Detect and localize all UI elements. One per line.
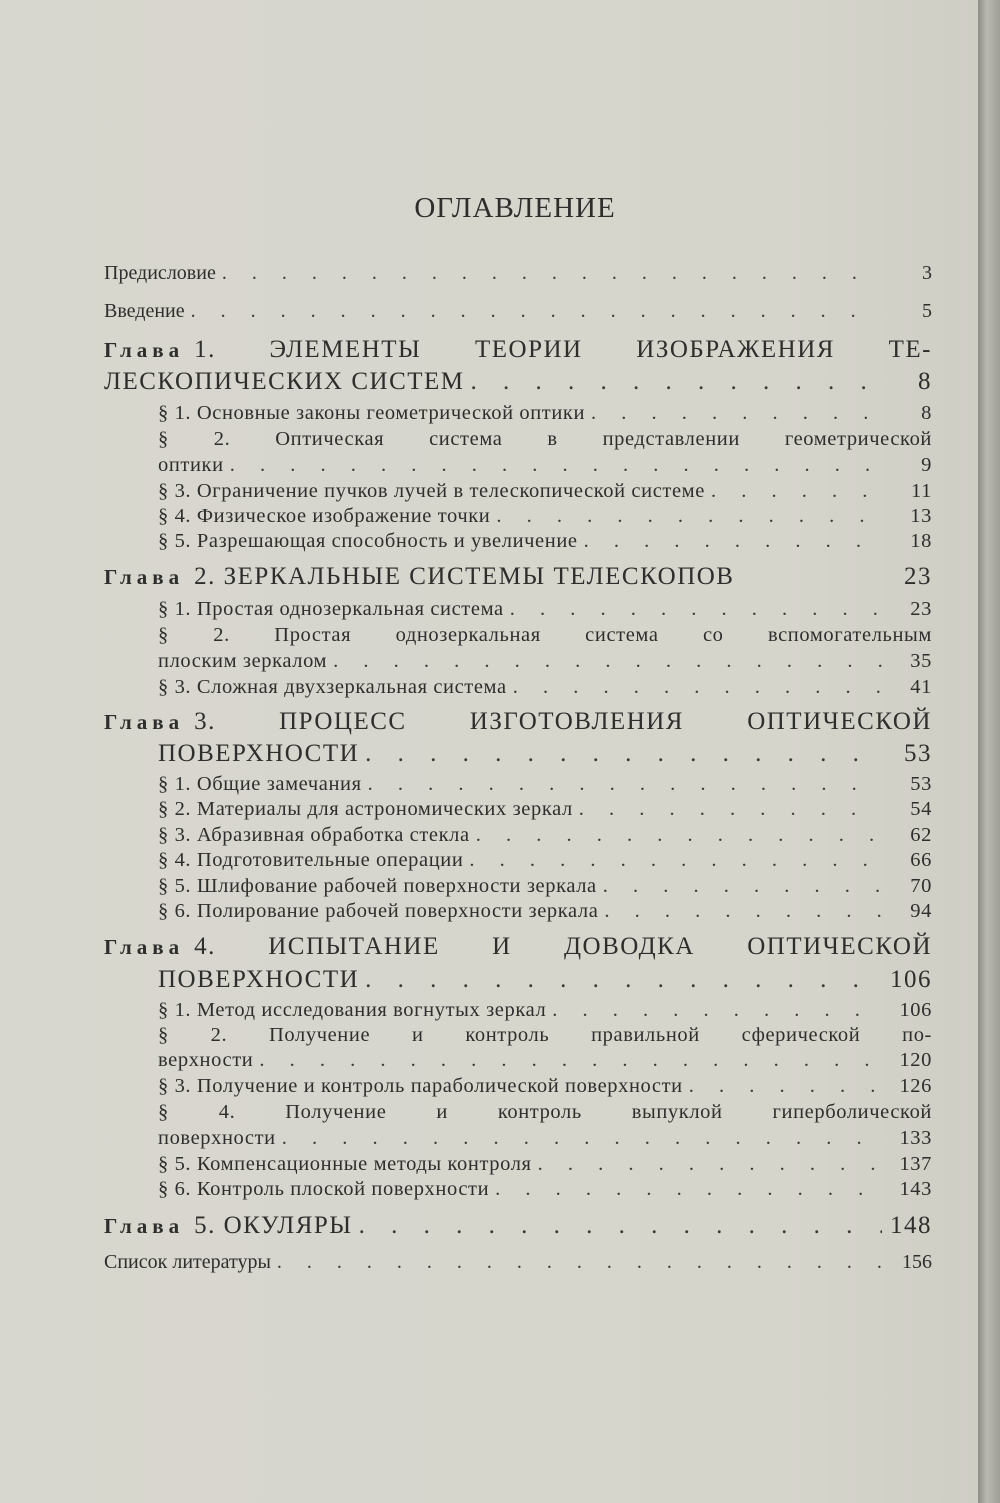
page-number: 35: [910, 650, 932, 672]
leader-dots: [222, 262, 882, 285]
leader-dots: [282, 1127, 882, 1150]
leader-dots: [689, 1075, 882, 1098]
leader-dots: [230, 454, 882, 477]
chapter-label: Глава: [104, 710, 185, 734]
toc-section: [158, 676, 932, 699]
chapter-heading: [104, 336, 932, 364]
leader-dots: [579, 798, 882, 821]
section-title: § 5. Разрешающая способность и увеличение: [158, 530, 578, 552]
chapter-title: 5. ОКУЛЯРЫ: [194, 1212, 353, 1239]
toc-section: [158, 1153, 932, 1176]
leader-dots: [365, 740, 882, 768]
section-title: § 2. Простая однозеркальная система со вспомогательным: [158, 624, 932, 646]
page-number: 137: [899, 1153, 932, 1175]
section-title: § 1. Метод исследования вогнутых зеркал: [158, 999, 547, 1021]
section-title: плоским зеркалом: [158, 650, 328, 672]
leader-dots: [277, 1251, 882, 1274]
leader-dots: [359, 1212, 882, 1240]
toc-section: [158, 1101, 932, 1124]
page-number: 18: [910, 530, 932, 552]
page-number: 148: [890, 1212, 932, 1239]
leader-dots: [495, 1178, 882, 1201]
leader-dots: [471, 368, 882, 396]
toc-section: [158, 428, 932, 451]
leader-dots: [368, 773, 882, 796]
toc-section: [158, 1178, 932, 1201]
section-title: § 3. Абразивная обработка стекла: [158, 824, 470, 846]
section-title: § 4. Подготовительные операции: [158, 849, 464, 871]
page-number: 143: [899, 1178, 932, 1200]
entry-title: Введение: [104, 300, 185, 322]
leader-dots: [604, 900, 882, 923]
section-title: § 1. Основные законы геометрической оптики: [158, 402, 586, 424]
section-title: § 2. Получение и контроль правильной сферической по-: [158, 1024, 932, 1046]
page-number: 9: [921, 454, 932, 476]
leader-dots: [191, 300, 882, 323]
toc-section-continuation: [158, 1049, 932, 1072]
chapter-label: Глава: [104, 1214, 185, 1238]
leader-dots: [476, 824, 882, 847]
toc-section: [158, 598, 932, 621]
toc-section: [158, 849, 932, 872]
toc-section-continuation: [158, 650, 932, 673]
leader-dots: [259, 1049, 882, 1072]
page-number: 156: [902, 1251, 932, 1273]
toc-section: [158, 1075, 932, 1098]
section-title: § 2. Материалы для астрономических зеркал: [158, 798, 573, 820]
chapter-heading: [104, 933, 932, 961]
chapter-label: Глава: [104, 338, 185, 362]
leader-dots: [538, 1153, 882, 1176]
chapter-title: 1. ЭЛЕМЕНТЫ ТЕОРИИ ИЗОБРАЖЕНИЯ ТЕ-: [194, 336, 932, 363]
chapter-heading-continuation: [158, 740, 932, 768]
page-title: ОГЛАВЛЕНИЕ: [414, 192, 616, 224]
page-number: 106: [899, 999, 932, 1021]
toc-section: [158, 480, 932, 503]
page-number: 23: [904, 563, 932, 590]
toc-section: [158, 402, 932, 425]
section-title: § 3. Сложная двухзеркальная система: [158, 676, 507, 698]
leader-dots: [603, 875, 882, 898]
toc-section-continuation: [158, 1127, 932, 1150]
toc-section: [158, 798, 932, 821]
toc-section: [158, 773, 932, 796]
section-title: § 3. Получение и контроль параболической поверхности: [158, 1075, 683, 1097]
leader-dots: [584, 530, 882, 553]
leader-dots: [591, 402, 882, 425]
section-title: § 4. Физическое изображение точки: [158, 505, 491, 527]
toc-section: [158, 1024, 932, 1047]
page-number: 94: [910, 900, 932, 922]
page-number: 133: [899, 1127, 932, 1149]
page-number: 23: [910, 598, 932, 620]
leader-dots: [510, 598, 882, 621]
page-number: 54: [910, 798, 932, 820]
page-number: 53: [904, 740, 932, 767]
leader-dots: [469, 849, 882, 872]
chapter-heading-continuation: [104, 368, 932, 396]
chapter-title: ПОВЕРХНОСТИ: [158, 740, 360, 767]
page-number: 126: [899, 1075, 932, 1097]
section-title: § 4. Получение и контроль выпуклой гиперболической: [158, 1101, 932, 1123]
toc-section-continuation: [158, 454, 932, 477]
page-number: 53: [910, 773, 932, 795]
page-number: 62: [910, 824, 932, 846]
section-title: § 5. Компенсационные методы контроля: [158, 1153, 532, 1175]
toc-section: [158, 505, 932, 528]
page-number: 41: [910, 676, 932, 698]
page-number: 66: [910, 849, 932, 871]
section-title: § 2. Оптическая система в представлении геометрической: [158, 428, 932, 450]
leader-dots: [333, 650, 882, 673]
section-title: оптики: [158, 454, 224, 476]
page-number: 70: [910, 875, 932, 897]
toc-entry-introduction: [104, 300, 932, 323]
chapter-title: 4. ИСПЫТАНИЕ И ДОВОДКА ОПТИЧЕСКОЙ: [194, 933, 932, 960]
chapter-title: 2. ЗЕРКАЛЬНЫЕ СИСТЕМЫ ТЕЛЕСКОПОВ: [194, 563, 735, 590]
entry-title: Предисловие: [104, 262, 216, 284]
toc-section: [158, 875, 932, 898]
chapter-title: ПОВЕРХНОСТИ: [158, 966, 360, 993]
page-number: 5: [922, 300, 932, 322]
page-number: 120: [899, 1049, 932, 1071]
chapter-heading: [104, 563, 932, 591]
section-title: § 3. Ограничение пучков лучей в телескопической системе: [158, 480, 705, 502]
chapter-heading: [104, 708, 932, 736]
section-title: § 5. Шлифование рабочей поверхности зеркала: [158, 875, 597, 897]
section-title: § 1. Общие замечания: [158, 773, 362, 795]
leader-dots: [513, 676, 882, 699]
section-title: § 6. Полирование рабочей поверхности зеркала: [158, 900, 599, 922]
section-title: верхности: [158, 1049, 254, 1071]
section-title: поверхности: [158, 1127, 276, 1149]
toc-section: [158, 824, 932, 847]
chapter-label: Глава: [104, 565, 185, 589]
entry-title: Список литературы: [104, 1251, 271, 1273]
toc-section: [158, 900, 932, 923]
toc-entry-preface: [104, 262, 932, 285]
page-number: 8: [918, 368, 932, 395]
leader-dots: [496, 505, 882, 528]
page-edge: [978, 0, 1000, 1503]
page-number: 3: [922, 262, 932, 284]
toc-entry-bibliography: [104, 1251, 932, 1274]
chapter-title: 3. ПРОЦЕСС ИЗГОТОВЛЕНИЯ ОПТИЧЕСКОЙ: [194, 708, 932, 735]
page-number: 11: [911, 480, 932, 502]
chapter-heading: [104, 1212, 932, 1240]
leader-dots: [711, 480, 882, 503]
toc-section: [158, 999, 932, 1022]
section-title: § 6. Контроль плоской поверхности: [158, 1178, 490, 1200]
leader-dots: [552, 999, 882, 1022]
chapter-title: ЛЕСКОПИЧЕСКИХ СИСТЕМ: [104, 368, 465, 395]
section-title: § 1. Простая однозеркальная система: [158, 598, 504, 620]
chapter-heading-continuation: [158, 966, 932, 994]
chapter-label: Глава: [104, 935, 185, 959]
toc-section: [158, 624, 932, 647]
leader-dots: [365, 966, 882, 994]
toc-section: [158, 530, 932, 553]
page-number: 13: [910, 505, 932, 527]
page-number: 106: [890, 966, 932, 993]
page-number: 8: [921, 402, 932, 424]
